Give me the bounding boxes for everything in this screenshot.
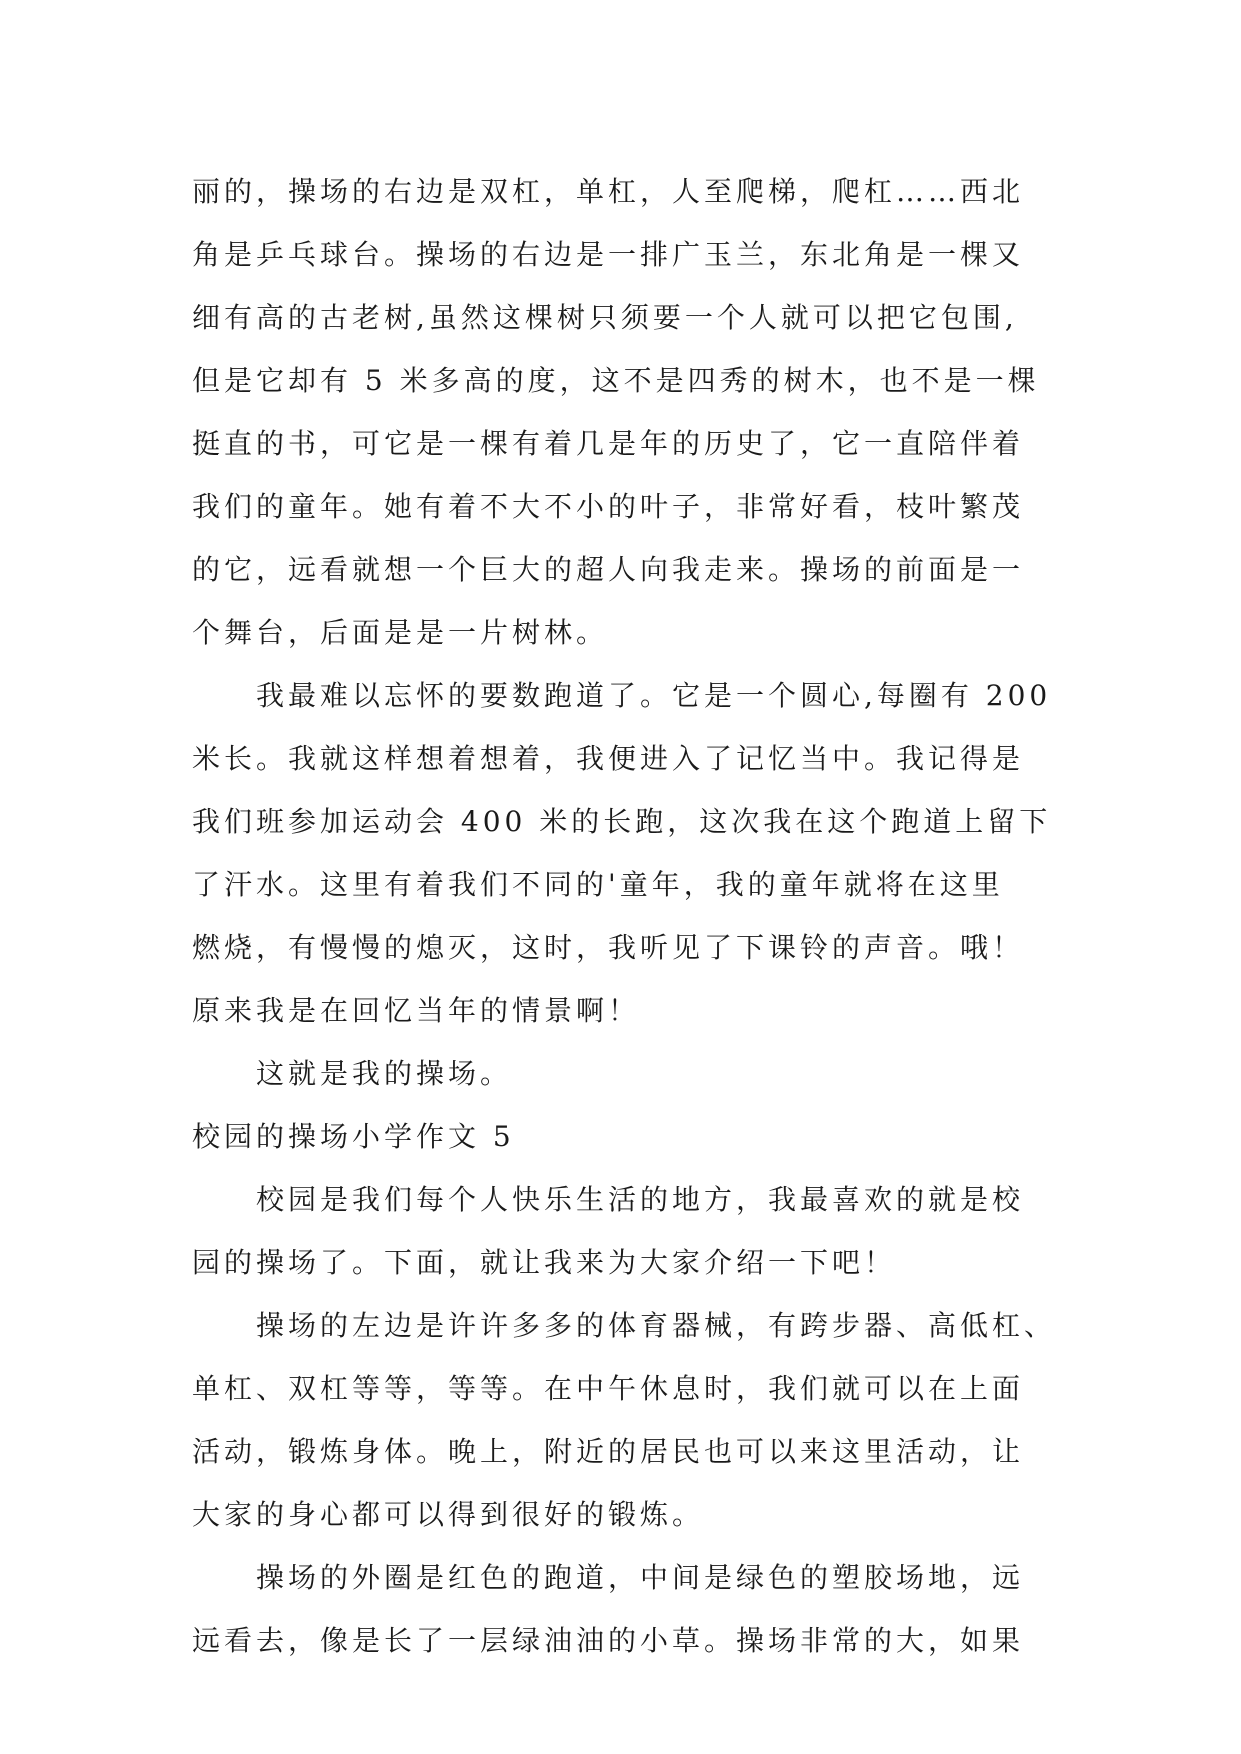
text-line: 但是它却有 5 米多高的度，这不是四秀的树木，也不是一棵 [192, 364, 1040, 397]
text-line: 燃烧，有慢慢的熄灭，这时，我听见了下课铃的声音。哦！ [192, 931, 1025, 964]
text-line: 远看去，像是长了一层绿油油的小草。操场非常的大，如果 [192, 1624, 1025, 1657]
text-line: 细有高的古老树,虽然这棵树只须要一个人就可以把它包围, [192, 301, 1018, 334]
paragraph-first-line: 这就是我的操场。 [256, 1057, 513, 1090]
text-line: 我们的童年。她有着不大不小的叶子，非常好看，枝叶繁茂 [192, 490, 1025, 523]
text-line: 个舞台，后面是是一片树林。 [192, 616, 609, 649]
text-line: 原来我是在回忆当年的情景啊！ [192, 994, 641, 1027]
text-line: 大家的身心都可以得到很好的锻炼。 [192, 1498, 705, 1531]
document-body [192, 160, 1062, 1672]
text-line: 我们班参加运动会 400 米的长跑，这次我在这个跑道上留下 [192, 805, 1052, 838]
paragraph-first-line: 操场的外圈是红色的跑道，中间是绿色的塑胶场地，远 [256, 1561, 1025, 1594]
paragraph-first-line: 我最难以忘怀的要数跑道了。它是一个圆心,每圈有 200 [256, 679, 1052, 712]
paragraph-first-line: 校园是我们每个人快乐生活的地方，我最喜欢的就是校 [256, 1183, 1025, 1216]
text-line: 园的操场了。下面，就让我来为大家介绍一下吧！ [192, 1246, 897, 1279]
text-line: 米长。我就这样想着想着，我便进入了记忆当中。我记得是 [192, 742, 1025, 775]
text-line: 丽的，操场的右边是双杠，单杠，人至爬梯，爬杠……西北 [192, 175, 1025, 208]
section-heading: 校园的操场小学作文 5 [192, 1120, 515, 1153]
text-line: 了汗水。这里有着我们不同的'童年，我的童年就将在这里 [192, 868, 1004, 901]
text-line: 角是乒乓球台。操场的右边是一排广玉兰，东北角是一棵又 [192, 238, 1025, 271]
text-line: 活动，锻炼身体。晚上，附近的居民也可以来这里活动，让 [192, 1435, 1025, 1468]
text-line: 的它，远看就想一个巨大的超人向我走来。操场的前面是一 [192, 553, 1025, 586]
paragraph-first-line: 操场的左边是许许多多的体育器械，有跨步器、高低杠、 [256, 1309, 1057, 1342]
text-line: 挺直的书，可它是一棵有着几是年的历史了，它一直陪伴着 [192, 427, 1025, 460]
text-line: 单杠、双杠等等，等等。在中午休息时，我们就可以在上面 [192, 1372, 1025, 1405]
